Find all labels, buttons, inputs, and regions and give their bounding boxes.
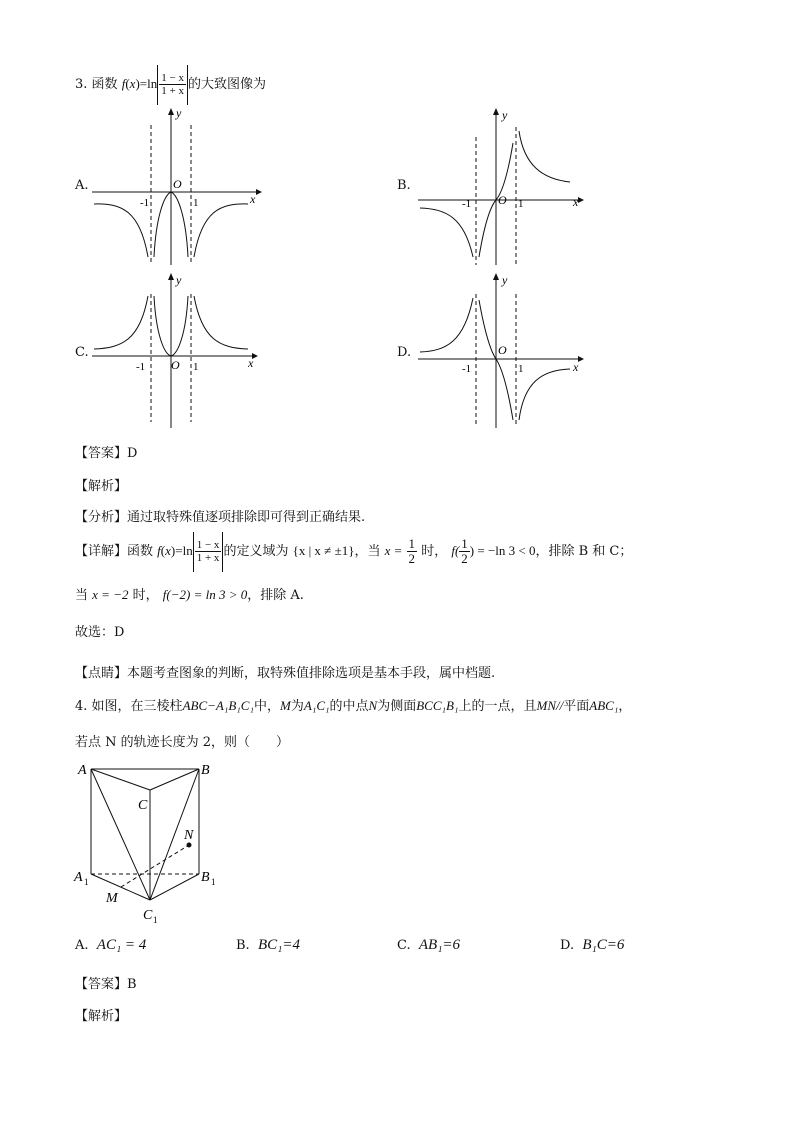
y-label: y — [176, 107, 182, 120]
curve-left — [420, 208, 473, 257]
x-label: x — [248, 356, 254, 370]
q3-stem-post: 的大致图像为 — [187, 77, 266, 92]
label-a: A — [78, 763, 87, 778]
graph-d — [418, 272, 590, 430]
label-b1: B — [201, 870, 210, 885]
x-arrow — [578, 197, 584, 203]
q4-option-c: C. AB₁=6 — [397, 937, 461, 953]
origin-label: O — [173, 177, 182, 191]
y-label: y — [502, 273, 508, 287]
point-n — [187, 843, 192, 848]
y-arrow — [493, 108, 499, 115]
edge-ac1 — [91, 769, 150, 900]
neg1-label: -1 — [136, 361, 146, 373]
y-arrow — [168, 273, 174, 280]
neg1-label: -1 — [140, 197, 150, 209]
edge-ac — [91, 769, 150, 790]
label-n: N — [184, 828, 194, 843]
graph-a-label: A. — [75, 178, 89, 193]
graph-a — [92, 107, 264, 267]
q3-fenxi: 【分析】通过取特殊值逐项排除即可得到正确结果. — [75, 510, 366, 525]
label-a1-sub: 1 — [84, 877, 89, 887]
x-label: x — [250, 192, 256, 206]
q3-line2: 当 x = −2 时， f(−2) = ln 3 > 0，排除 A. — [75, 587, 304, 603]
label-b: B — [201, 763, 210, 778]
origin-label: O — [498, 193, 507, 207]
y-label: y — [176, 273, 182, 287]
origin-label: O — [171, 358, 180, 372]
label-m: M — [106, 891, 118, 906]
label-c: C — [138, 798, 148, 813]
q3-number: 3. — [75, 77, 88, 92]
label-b1-sub: 1 — [211, 877, 216, 887]
y-arrow — [168, 108, 174, 115]
edge-bc — [150, 769, 199, 790]
q4-option-d: D. B₁C=6 — [560, 937, 625, 953]
x-arrow — [578, 356, 584, 362]
label-a1: A — [74, 870, 83, 885]
graph-c-label: C. — [75, 345, 89, 360]
pos1-label: 1 — [193, 197, 199, 209]
q3-abs-frac: $\frac{1 - x}{1 + x}$ — [157, 65, 188, 105]
curve-right — [194, 204, 248, 257]
graph-d-label: D. — [397, 345, 412, 360]
q3-eq-ln: =ln — [139, 76, 158, 91]
y-label: y — [502, 108, 508, 122]
pos1-label: 1 — [518, 363, 524, 375]
q4-stem-line2: 若点 N 的轨迹长度为 2，则（ ） — [75, 735, 290, 750]
q3-fx: f — [121, 76, 126, 91]
graph-b-label: B. — [397, 178, 411, 193]
q3-answer: 【答案】D — [75, 446, 138, 461]
pos1-label: 1 — [193, 361, 199, 373]
curve-right — [519, 131, 570, 182]
q4-answer: 【答案】B — [75, 977, 137, 992]
origin-label: O — [498, 343, 507, 357]
q3-stem-pre: 函数 — [91, 77, 118, 92]
curve-right — [194, 296, 248, 349]
q4-stem-line1: 4. 如图，在三棱柱ABC−A₁B₁C₁中，M为A₁C₁的中点N为侧面BCC₁B₁上的一点，且MN//平面ABC₁， — [75, 698, 632, 714]
x-label: x — [573, 360, 579, 374]
curve-right — [519, 369, 570, 420]
q3-guxuan: 故选：D — [75, 625, 125, 640]
q4-option-a: A. AC₁ = 4 — [75, 937, 147, 953]
y-arrow — [493, 273, 499, 280]
label-c1-sub: 1 — [153, 915, 158, 925]
graph-b — [418, 107, 590, 267]
q4-option-b: B. BC₁=4 — [236, 937, 300, 953]
q3-dianjing: 【点睛】本题考查图象的判断，取特殊值排除选项是基本手段，属中档题. — [75, 666, 496, 681]
label-c1: C — [143, 908, 153, 923]
edge-a1c1 — [91, 874, 150, 900]
q3-stem: 3. 函数 f(x)=ln $\frac{1 - x}{1 + x}$ 的大致图像为 — [75, 64, 266, 104]
graph-c — [92, 272, 264, 430]
neg1-label: -1 — [462, 363, 472, 375]
q4-analysis-title: 【解析】 — [75, 1009, 128, 1024]
segment-mn — [121, 845, 189, 887]
curve-left — [420, 298, 473, 352]
x-arrow — [256, 189, 262, 195]
curve-left — [94, 204, 148, 257]
q3-analysis-title: 【解析】 — [75, 479, 128, 494]
x-label: x — [573, 195, 579, 209]
q3-xiangjie: 【详解】函数 f(x)=ln $\frac{1 - x}{1 + x}$ 的定义域为 {x | x ≠ ±1}，当 x = $\frac{1}{2}$ 时， f( $\frac{1}{2}$ ) = −ln 3 < 0，排除 B 和 C； — [75, 531, 632, 571]
curve-left — [94, 296, 148, 349]
prism-figure — [72, 756, 222, 928]
edge-b1c1 — [150, 874, 199, 900]
pos1-label: 1 — [518, 198, 524, 210]
neg1-label: -1 — [462, 198, 472, 210]
